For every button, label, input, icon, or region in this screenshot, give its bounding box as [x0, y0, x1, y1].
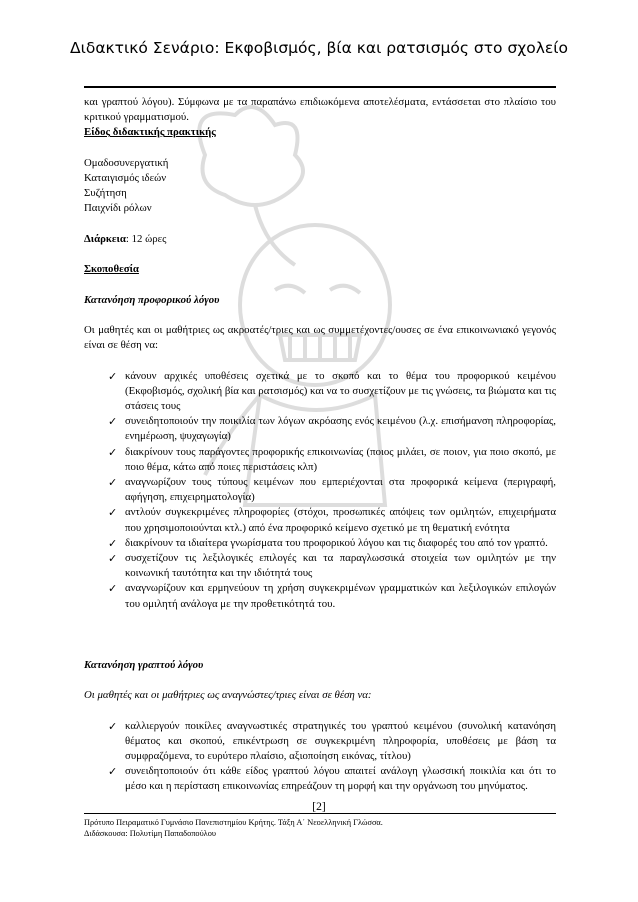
page-number: [2]	[312, 801, 326, 813]
list-item: ✓ κάνουν αρχικές υποθέσεις σχετικά με το σκοπό και το θέμα του προφορικού κειμένου (Εκφοβισμός, σχολική βία και ρατσισμός) και να το συσχετίζουν με τις γνώσεις, τα βιώματα και τις στάσεις τους	[108, 369, 556, 412]
intro-paragraph: και γραπτού λόγου). Σύμφωνα με τα παραπάνω επιδιωκόμενα αποτελέσματα, εντάσσεται στο πλαίσιο του κριτικού γραμματισμού.	[84, 96, 556, 124]
oral-intro: Οι μαθητές και οι μαθήτριες ως ακροατές/τριες και ως συμμετέχοντες/ουσες σε ένα επικοινωνιακό γεγονός είναι σε θέση να:	[84, 323, 556, 352]
objectives-heading: Σκοποθεσία	[84, 263, 139, 276]
practice-item: Καταιγισμός ιδεών	[84, 172, 167, 184]
checkmark-icon: ✓	[108, 536, 118, 550]
document-body	[84, 95, 556, 795]
list-item: ✓ αναγνωρίζουν και ερμηνεύουν τη χρήση συγκεκριμένων γραμματικών και λεξιλογικών επιλογών του ομιλητή ανάλογα με την προθετικότητά του.	[108, 582, 556, 610]
practice-item: Συζήτηση	[84, 187, 127, 200]
checkmark-icon: ✓	[108, 582, 118, 596]
practice-item: Παιχνίδι ρόλων	[84, 202, 152, 215]
list-item: ✓ συνειδητοποιούν την ποικιλία των λόγων ακρόασης ενός κειμένου (λ.χ. επισήμανση πληροφορίας, ενημέρωση, ψυχαγωγία)	[108, 415, 556, 443]
oral-heading: Κατανόηση προφορικού λόγου	[84, 293, 220, 306]
checkmark-icon: ✓	[108, 506, 118, 520]
written-intro: Οι μαθητές και οι μαθήτριες ως αναγνώστες/τριες είναι σε θέση να:	[84, 689, 372, 702]
footer-line-teacher: Διδάσκουσα: Πολυτίμη Παπαδοπούλου	[84, 829, 216, 838]
checkmark-icon: ✓	[108, 445, 118, 459]
list-item: ✓ συσχετίζουν τις λεξιλογικές επιλογές και τα παραγλωσσικά στοιχεία των ομιλητών με την κοινωνική ταυτότητα και την ιδιότητά τους	[108, 552, 556, 580]
footer-rule	[84, 813, 556, 814]
header-rule	[84, 86, 556, 88]
written-objectives-list	[84, 719, 556, 795]
checkmark-icon: ✓	[108, 765, 118, 779]
written-heading: Κατανόηση γραπτού λόγου	[84, 658, 204, 671]
duration-line	[84, 232, 556, 247]
practice-heading: Είδος διδακτικής πρακτικής	[84, 126, 216, 139]
list-item: ✓ συνειδητοποιούν ότι κάθε είδος γραπτού λόγου απαιτεί ανάλογη γλωσσική ποικιλία και ότι το μέσο και η περίσταση επικοινωνίας επηρεάζουν τη μορφή και την οργάνωση του μηνύματος.	[108, 765, 556, 793]
duration-label: Διάρκεια	[84, 232, 126, 245]
checkmark-icon: ✓	[108, 552, 118, 565]
checkmark-icon: ✓	[108, 415, 118, 429]
page-footer	[84, 817, 556, 839]
footer-line-school: Πρότυπο Πειραματικό Γυμνάσιο Πανεπιστημίου Κρήτης. Τάξη Α΄ Νεοελληνική Γλώσσα.	[84, 818, 383, 827]
list-item: ✓ διακρίνουν τους παράγοντες προφορικής επικοινωνίας (ποιος μιλάει, σε ποιον, για ποιο σκοπό, με ποιο θέμα, κάτω από ποιες περιστάσεις κλπ)	[108, 445, 556, 473]
list-item: ✓ αντλούν συγκεκριμένες πληροφορίες (στόχοι, προσωπικές απόψεις των ομιλητών, επιχειρήματα που χρησιμοποιούνται κτλ.) από ένα προφορικό κείμενο σχετικό με τη θεματική ενότητα	[108, 506, 556, 534]
practice-item: Ομαδοσυνεργατική	[84, 156, 169, 169]
list-item: ✓ αναγνωρίζουν τους τύπους κειμένων που εμπεριέχονται στα προφορικά κείμενα (περιγραφή, αφήγηση, επιχειρηματολογία)	[108, 475, 556, 504]
oral-objectives-list	[84, 369, 556, 612]
document-title: Διδακτικό Σενάριο: Εκφοβισμός, βία και ρατσισμός στο σχολείο	[69, 39, 569, 57]
list-item: ✓ καλλιεργούν ποικίλες αναγνωστικές στρατηγικές του γραπτού κειμένου (συνολική κατανόηση θέματος και σκοπού, επικέντρωση σε συγκεκριμένη πληροφορία, υποθέσεις με βάση τα συμφραζόμενα, το ευρύτερο πλαίσιο, αξιοποίηση εικόνας, τίτλου)	[108, 719, 556, 762]
checkmark-icon: ✓	[108, 475, 118, 489]
checkmark-icon: ✓	[108, 719, 118, 733]
duration-value: : 12 ώρες	[125, 232, 167, 245]
list-item: ✓ διακρίνουν τα ιδιαίτερα γνωρίσματα του προφορικού λόγου και τις διαφορές του από τον γραπτό.	[108, 536, 548, 550]
checkmark-icon: ✓	[108, 369, 118, 383]
